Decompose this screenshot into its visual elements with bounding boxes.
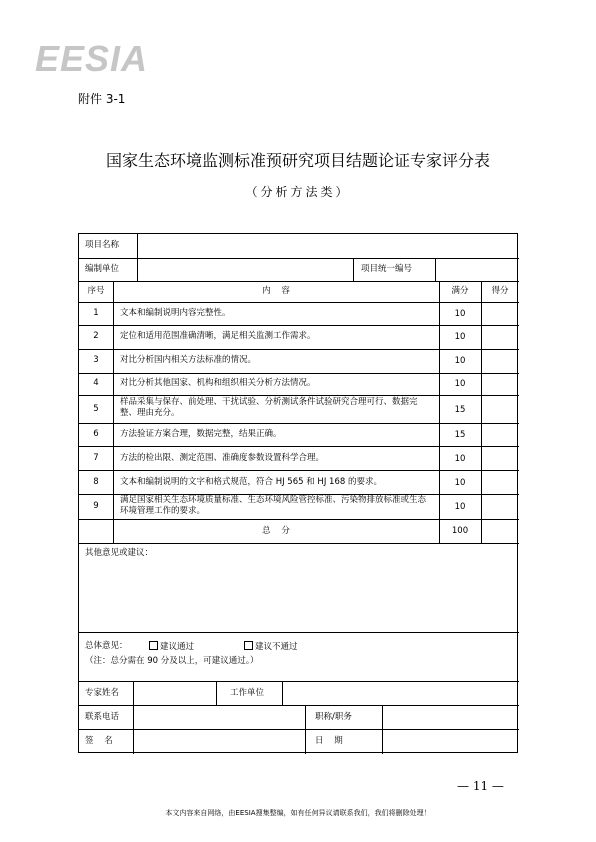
item-content: 样品采集与保存、前处理、干扰试验、分析测试条件试验研究合理可行、数据完整、理由充分。 [120,397,418,418]
item-full: 10 [454,356,466,366]
sign-label: 签 名 [85,736,113,746]
col-content-header: 内 容 [262,286,290,296]
eesia-logo: EESIA [35,38,149,79]
item-content: 方法的检出限、测定范围、准确度参数设置科学合理。 [120,453,325,463]
item-full: 10 [454,502,466,512]
checkbox-icon [149,641,158,650]
item-no: 6 [93,429,99,439]
project-id-label: 项目统一编号 [361,264,413,274]
item-full: 10 [454,454,466,464]
item-content: 对比分析国内相关方法标准的情况。 [120,355,257,365]
col-full-header: 满分 [451,286,469,296]
page-title: 国家生态环境监测标准预研究项目结题论证专家评分表 [105,151,490,170]
item-score-field[interactable] [482,495,518,518]
pass-checkbox[interactable] [149,641,194,653]
item-full: 15 [454,430,466,440]
checkbox-icon [244,641,253,650]
fail-checkbox[interactable] [244,641,298,653]
item-score-field[interactable] [482,424,518,445]
item-content: 文本和编制说明内容完整性。 [120,308,231,318]
attachment-label: 附件 3-1 [78,92,126,106]
sign-field[interactable] [135,730,303,752]
page-subtitle: （分析方法类） [245,185,351,199]
item-score-field[interactable] [482,396,518,422]
item-score-field[interactable] [482,326,518,348]
opinion-field[interactable] [83,561,515,629]
phone-label: 联系电话 [85,712,120,722]
item-score-field[interactable] [482,471,518,493]
project-name-label: 项目名称 [85,240,120,250]
item-no: 5 [93,404,99,414]
item-content: 方法验证方案合理，数据完整，结果正确。 [120,429,282,439]
pass-option-label: 建议通过 [160,642,195,652]
date-label: 日 期 [315,736,343,746]
project-id-field[interactable] [437,259,517,280]
overall-label: 总体意见： [85,641,128,651]
item-full: 10 [454,478,466,488]
footer-note: 本文内容来自网络，由EESIA搜集整编，如有任何异议请联系我们，我们将删除处理！ [165,809,431,817]
item-score-field[interactable] [482,374,518,394]
item-score-field[interactable] [482,350,518,372]
title-field[interactable] [384,706,517,728]
col-no-header: 序号 [87,286,105,296]
page-number: — 11 — [457,779,504,793]
scoring-form [78,233,518,753]
phone-field[interactable] [135,706,303,728]
item-content: 对比分析其他国家、机构和组织相关分析方法情况。 [120,378,316,388]
item-no: 1 [93,308,99,318]
expert-name-field[interactable] [135,682,214,704]
item-no: 7 [93,453,99,463]
item-score-field[interactable] [482,303,518,324]
item-no: 2 [93,331,99,341]
item-no: 3 [93,355,99,365]
item-full: 15 [454,405,466,415]
title-label: 职称/职务 [315,712,352,722]
col-score-header: 得分 [491,286,509,296]
project-name-field[interactable] [139,235,517,257]
total-score-field[interactable] [482,520,518,542]
item-full: 10 [454,309,466,319]
item-full: 10 [454,332,466,342]
item-full: 10 [454,379,466,389]
item-content: 满足国家相关生态环境质量标准、生态环境风险管控标准、污染物排放标准或生态环境管理工作的要求。 [120,495,427,516]
item-no: 9 [93,501,99,511]
item-score-field[interactable] [482,447,518,469]
total-value: 100 [451,526,469,536]
unit-label: 编制单位 [85,264,120,274]
item-no: 4 [93,378,99,388]
total-label: 总 分 [262,526,290,536]
fail-option-label: 建议不通过 [255,642,298,652]
work-unit-field[interactable] [284,682,517,704]
unit-field[interactable] [139,259,351,280]
pass-note: （注：总分需在 90 分及以上，可建议通过。） [85,656,259,666]
item-no: 8 [93,477,99,487]
expert-name-label: 专家姓名 [85,688,120,698]
item-content: 定位和适用范围准确清晰，满足相关监测工作需求。 [120,331,316,341]
opinion-label: 其他意见或建议： [85,548,154,558]
date-field[interactable] [384,730,517,752]
work-unit-label: 工作单位 [230,688,265,698]
item-content: 文本和编制说明的文字和格式规范，符合 HJ 565 和 HJ 168 的要求。 [120,477,382,487]
